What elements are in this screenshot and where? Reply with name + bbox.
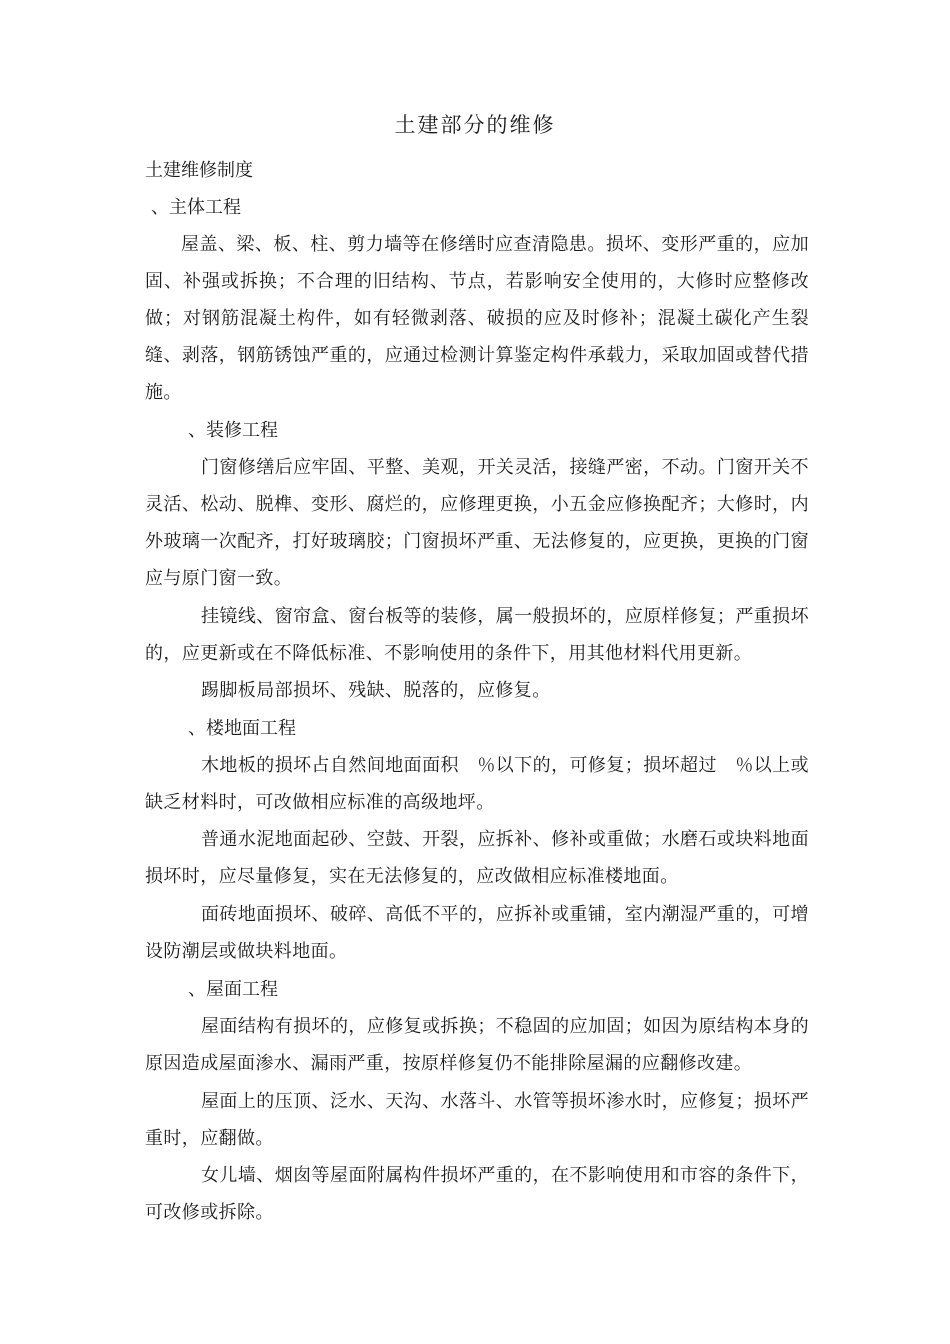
paragraph: 门窗修缮后应牢固、平整、美观，开关灵活，接缝严密，不动。门窗开关不灵活、松动、脱榫、变形、腐烂的，应修理更换，小五金应修换配齐；大修时，内外玻璃一次配齐，打好玻璃胶；门窗损坏严重、无法修复的，应更换，更换的门窗应与原门窗一致。	[145, 457, 809, 589]
paragraph: 木地板的损坏占自然间地面面积 ％以下的，可修复；损坏超过 ％以上或缺乏材料时，可改做相应标准的高级地坪。	[145, 755, 809, 813]
paragraph: 挂镜线、窗帘盒、窗台板等的装修，属一般损坏的，应原样修复；严重损坏的，应更新或在不降低标准、不影响使用的条件下，用其他材料代用更新。	[145, 606, 809, 664]
section-heading-floor: 、楼地面工程	[188, 718, 296, 739]
paragraph: 踢脚板局部损坏、残缺、脱落的，应修复。	[201, 680, 551, 701]
section-heading-main-structure: 、主体工程	[151, 197, 241, 218]
paragraph: 面砖地面损坏、破碎、高低不平的，应拆补或重铺，室内潮湿严重的，可增设防潮层或做块料地面。	[145, 904, 809, 962]
document-subtitle: 土建维修制度	[145, 160, 253, 181]
page-title: 土建部分的维修	[394, 113, 556, 137]
paragraph: 屋盖、梁、板、柱、剪力墙等在修缮时应查清隐患。损坏、变形严重的，应加固、补强或拆换；不合理的旧结构、节点，若影响安全使用的，大修时应整修改做；对钢筋混凝土构件，如有轻微剥落、破损的应及时修补；混凝土碳化产生裂缝、剥落，钢筋锈蚀严重的，应通过检测计算鉴定构件承载力，采取加固或替代措施。	[145, 234, 809, 403]
paragraph: 普通水泥地面起砂、空鼓、开裂，应拆补、修补或重做；水磨石或块料地面损坏时，应尽量修复，实在无法修复的，应改做相应标准楼地面。	[145, 829, 809, 887]
section-heading-roof: 、屋面工程	[188, 979, 278, 1000]
section-heading-decoration: 、装修工程	[188, 420, 278, 441]
paragraph: 屋面上的压顶、泛水、天沟、水落斗、水管等损坏渗水时，应修复；损坏严重时，应翻做。	[145, 1091, 809, 1149]
paragraph: 屋面结构有损坏的，应修复或拆换；不稳固的应加固；如因为原结构本身的原因造成屋面渗水、漏雨严重，按原样修复仍不能排除屋漏的应翻修改建。	[145, 1016, 809, 1074]
paragraph: 女儿墙、烟囱等屋面附属构件损坏严重的，在不影响使用和市容的条件下，可改修或拆除。	[145, 1165, 809, 1223]
